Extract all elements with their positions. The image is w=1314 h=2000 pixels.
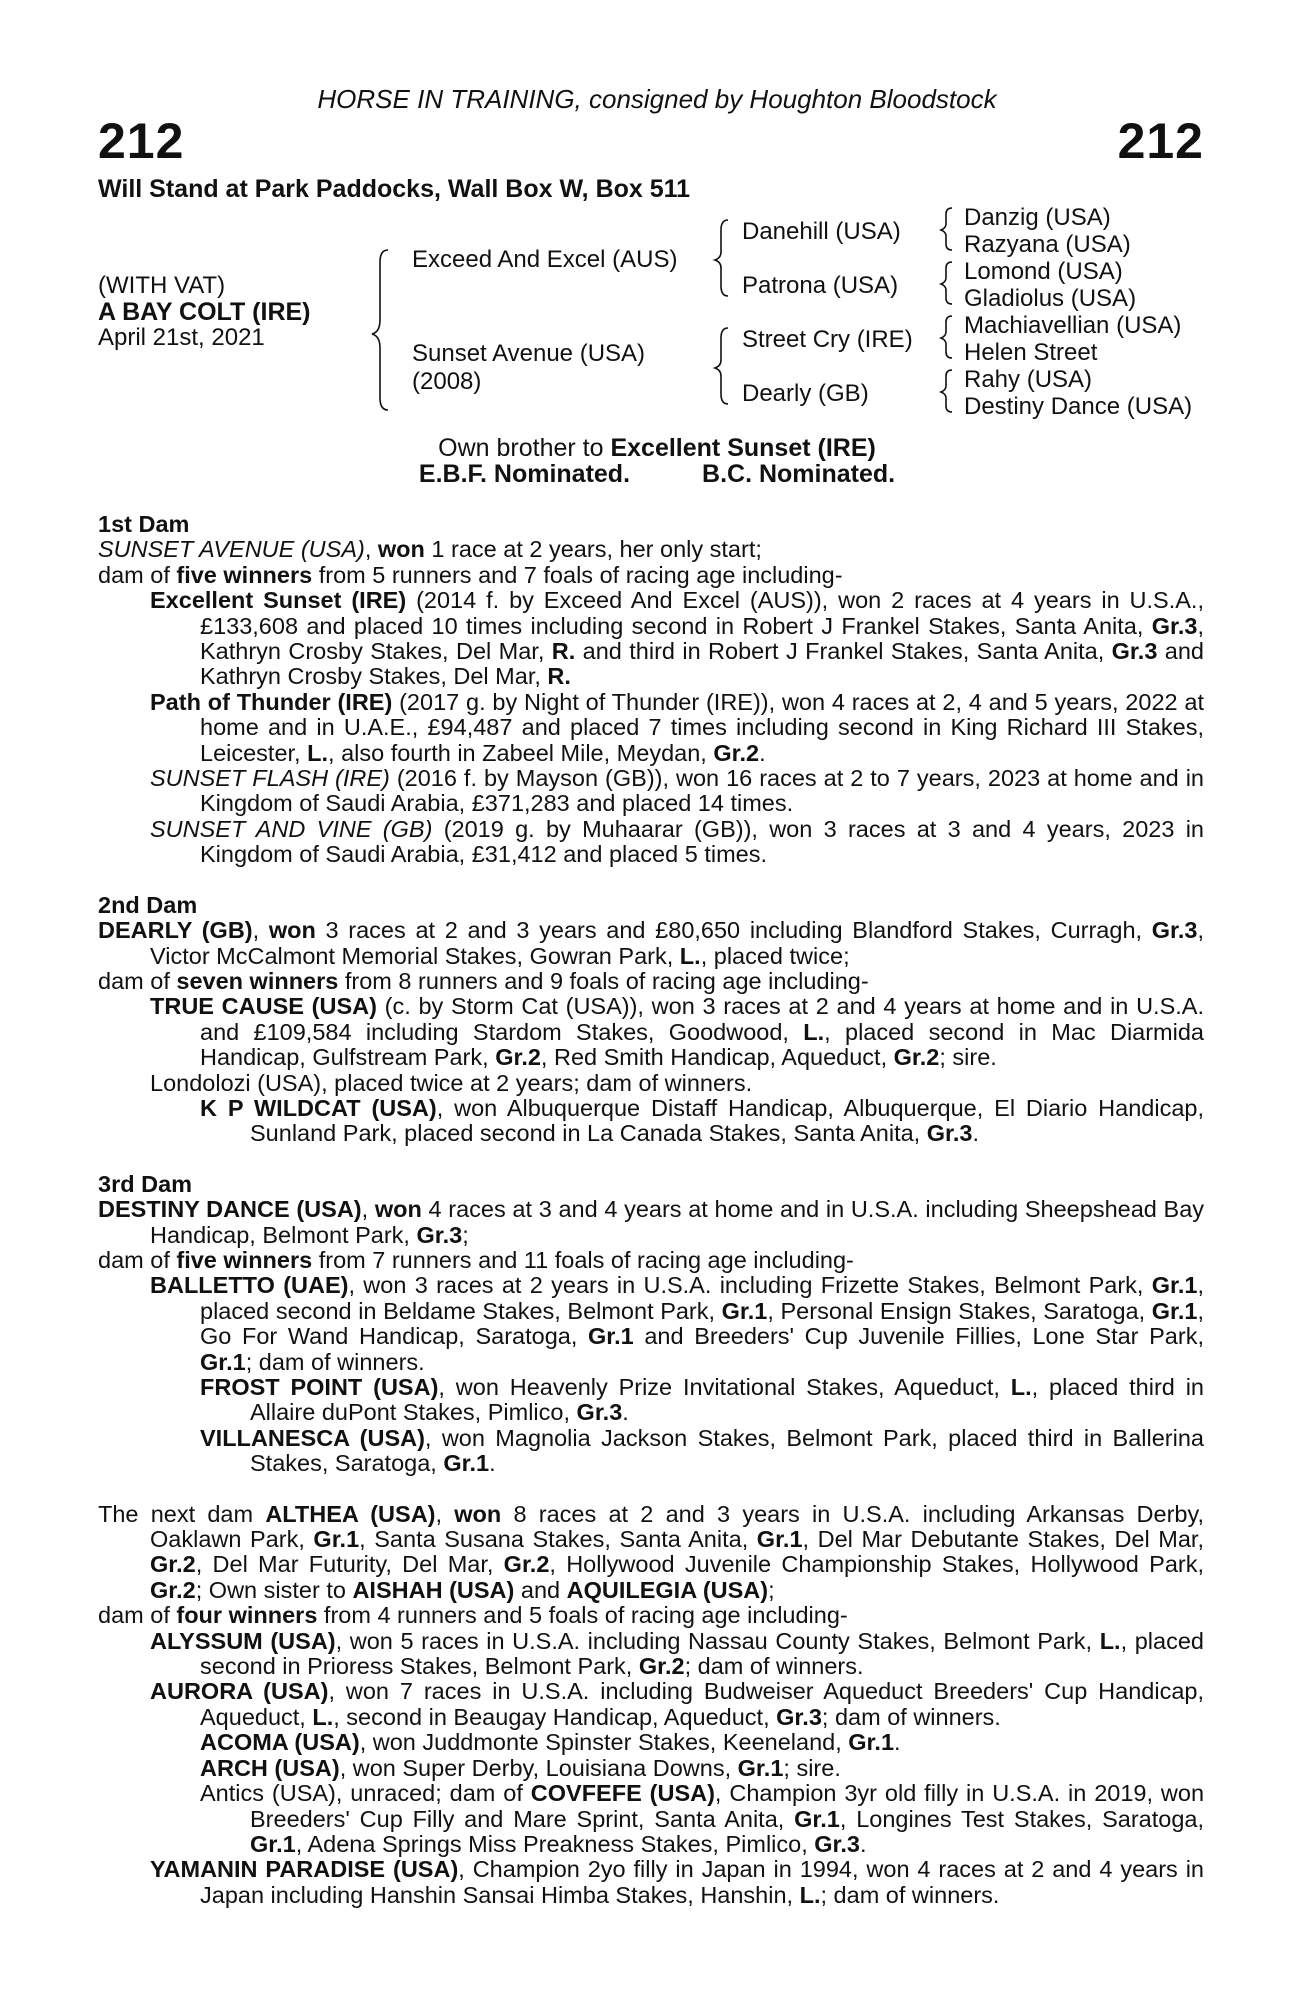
produce-londolozi: Londolozi (USA), placed twice at 2 years; dam of winners. (150, 1069, 753, 1096)
produce-acoma: ACOMA (USA), won Juddmonte Spinster Stakes, Keeneland, Gr.1. (200, 1729, 901, 1756)
produce-excellent-sunset: Excellent Sunset (IRE) (2014 f. by Exceed And Excel (AUS)), won 2 races at 4 years in U.S.A., £133,608 and placed 10 times including second in Robert J Frankel Stakes, Santa Anita, Gr.3, Kathryn Crosby Stakes, Del Mar, R. and third in Robert J Frankel Stakes, Santa Anita, Gr.3 and Kathryn Crosby Stakes, Del Mar, R. (150, 587, 1204, 690)
dam1-produce: dam of five winners from 5 runners and 7 foals of racing age including- (98, 561, 843, 588)
next-dam-produce: dam of four winners from 4 runners and 5 foals of racing age including- (98, 1602, 848, 1629)
section-1st-dam: 1st Dam (98, 511, 190, 537)
dam: Sunset Avenue (USA) (412, 340, 646, 367)
dam3-summary: DESTINY DANCE (USA), won 4 races at 3 and 4 years at home and in U.S.A. including Sheepshead Bay Handicap, Belmont Park, Gr.3; (98, 1196, 1205, 1248)
brace-danehill (941, 208, 952, 250)
brace-patrona (941, 262, 952, 304)
consignment-header: HORSE IN TRAINING, consigned by Houghton Bloodstock (317, 84, 997, 114)
ped-dds: Rahy (USA) (964, 366, 1093, 393)
vat-label: (WITH VAT) (98, 272, 226, 299)
brace-parents (372, 250, 388, 410)
foaling-date: April 21st, 2021 (98, 324, 265, 351)
produce-sunset-flash: SUNSET FLASH (IRE) (2016 f. by Mayson (GB)), won 16 races at 2 to 7 years, 2023 at home and in Kingdom of Saudi Arabia, £371,283 and placed 14 times. (150, 765, 1204, 817)
produce-aurora: AURORA (USA), won 7 races in U.S.A. including Budweiser Aqueduct Breeders' Cup Handicap, Aqueduct, L., second in Beaugay Handicap, Aqueduct, Gr.3; dam of winners. (150, 1678, 1204, 1730)
nominations (0, 460, 1314, 489)
brace-dam-line (715, 328, 728, 404)
horse-name: A BAY COLT (IRE) (98, 298, 311, 326)
own-brother-note: Own brother to Excellent Sunset (IRE) (438, 434, 876, 462)
section-3rd-dam: 3rd Dam (98, 1170, 193, 1197)
ped-dsd: Helen Street (964, 339, 1098, 366)
produce-alyssum: ALYSSUM (USA), won 5 races in U.S.A. including Nassau County Stakes, Belmont Park, L., placed second in Prioress Stakes, Belmont Park, Gr.2; dam of winners. (150, 1627, 1204, 1680)
lot-number-left: 212 (98, 113, 185, 169)
produce-yamanin-paradise: YAMANIN PARADISE (USA), Champion 2yo filly in Japan in 1994, won 4 races at 2 and 4 years in Japan including Hanshin Sansai Himba Stakes, Hanshin, L.; dam of winners. (150, 1856, 1204, 1908)
dam2-summary: DEARLY (GB), won 3 races at 2 and 3 years and £80,650 including Blandford Stakes, Curragh, Gr.3, Victor McCalmont Memorial Stakes, Gowran Park, L., placed twice; (98, 917, 1204, 969)
lot-number-right: 212 (1117, 113, 1204, 169)
sire: Exceed And Excel (AUS) (412, 246, 678, 273)
catalogue-body (98, 512, 1204, 1908)
produce-frost-point: FROST POINT (USA), won Heavenly Prize Invitational Stakes, Aqueduct, L., placed third in Allaire duPont Stakes, Pimlico, Gr.3. (200, 1374, 1205, 1426)
bc-nominated: B.C. Nominated. (702, 460, 896, 488)
ped-sdd: Gladiolus (USA) (964, 285, 1137, 312)
produce-path-of-thunder: Path of Thunder (IRE) (2017 g. by Night of Thunder (IRE)), won 4 races at 2, 4 and 5 years, 2022 at home and in U.A.E., £94,487 and placed 7 times including second in King Richard III Stakes, Leicester, L., also fourth in Zabeel Mile, Meydan, Gr.2. (150, 688, 1204, 766)
dam2-produce: dam of seven winners from 8 runners and 9 foals of racing age including- (98, 967, 869, 994)
next-dam-summary: The next dam ALTHEA (USA), won 8 races at 2 and 3 years in U.S.A. including Arkansas Derby, Oaklawn Park, Gr.1, Santa Susana Stakes, Santa Anita, Gr.1, Del Mar Debutante Stakes, Del Mar, Gr.2, Del Mar Futurity, Del Mar, Gr.2, Hollywood Juvenile Championship Stakes, Hollywood Park, Gr.2; Own sister to AISHAH (USA) and AQUILEGIA (USA); (98, 1500, 1205, 1603)
produce-k-p-wildcat: K P WILDCAT (USA), won Albuquerque Distaff Handicap, Albuquerque, El Diario Handicap, Sunland Park, placed second in La Canada Stakes, Santa Anita, Gr.3. (200, 1094, 1204, 1147)
sire-dam: Patrona (USA) (742, 272, 899, 299)
brace-sire-line (715, 220, 728, 296)
ped-sds: Lomond (USA) (964, 258, 1123, 285)
own-brother-name: Excellent Sunset (IRE) (610, 434, 876, 462)
section-2nd-dam: 2nd Dam (98, 891, 198, 918)
dam-dam: Dearly (GB) (742, 380, 869, 407)
ped-ssd: Razyana (USA) (964, 231, 1131, 258)
dam1-summary: SUNSET AVENUE (USA), won 1 race at 2 years, her only start; (98, 536, 762, 563)
produce-villanesca: VILLANESCA (USA), won Magnolia Jackson Stakes, Belmont Park, placed third in Ballerina Stakes, Saratoga, Gr.1. (200, 1424, 1204, 1477)
ebf-nominated: E.B.F. Nominated. (418, 460, 631, 488)
sire-sire: Danehill (USA) (742, 218, 901, 245)
dam3-produce: dam of five winners from 7 runners and 11 foals of racing age including- (98, 1246, 854, 1273)
ped-dss: Machiavellian (USA) (964, 312, 1182, 339)
brace-dearly (941, 370, 952, 412)
brace-streetcry (941, 316, 952, 358)
ped-ddd: Destiny Dance (USA) (964, 393, 1193, 420)
ped-sss: Danzig (USA) (964, 204, 1111, 231)
produce-balletto: BALLETTO (UAE), won 3 races at 2 years in U.S.A. including Frizette Stakes, Belmont Park, Gr.1, placed second in Beldame Stakes, Belmont Park, Gr.1, Personal Ensign Stakes, Saratoga, Gr.1, Go For Wand Handicap, Saratoga, Gr.1 and Breeders' Cup Juvenile Fillies, Lone Star Park, Gr.1; dam of winners. (150, 1272, 1205, 1375)
pedigree-braces (0, 0, 1314, 430)
dam-sire: Street Cry (IRE) (742, 326, 913, 353)
produce-arch: ARCH (USA), won Super Derby, Louisiana Downs, Gr.1; sire. (200, 1754, 841, 1781)
produce-antics: Antics (USA), unraced; dam of COVFEFE (USA), Champion 3yr old filly in U.S.A. in 2019, won Breeders' Cup Filly and Mare Sprint, Santa Anita, Gr.1, Longines Test Stakes, Saratoga, Gr.1, Adena Springs Miss Preakness Stakes, Pimlico, Gr.3. (200, 1780, 1205, 1857)
produce-sunset-and-vine: SUNSET AND VINE (GB) (2019 g. by Muhaarar (GB)), won 3 races at 3 and 4 years, 2023 in Kingdom of Saudi Arabia, £31,412 and placed 5 times. (150, 815, 1204, 868)
dam-year: (2008) (412, 368, 482, 395)
produce-true-cause: TRUE CAUSE (USA) (c. by Storm Cat (USA)), won 3 races at 2 and 4 years at home and in U.S.A. and £109,584 including Stardom Stakes, Goodwood, L., placed second in Mac Diarmida Handicap, Gulfstream Park, Gr.2, Red Smith Handicap, Aqueduct, Gr.2; sire. (150, 993, 1204, 1071)
stand-location: Will Stand at Park Paddocks, Wall Box W, Box 511 (98, 175, 691, 203)
